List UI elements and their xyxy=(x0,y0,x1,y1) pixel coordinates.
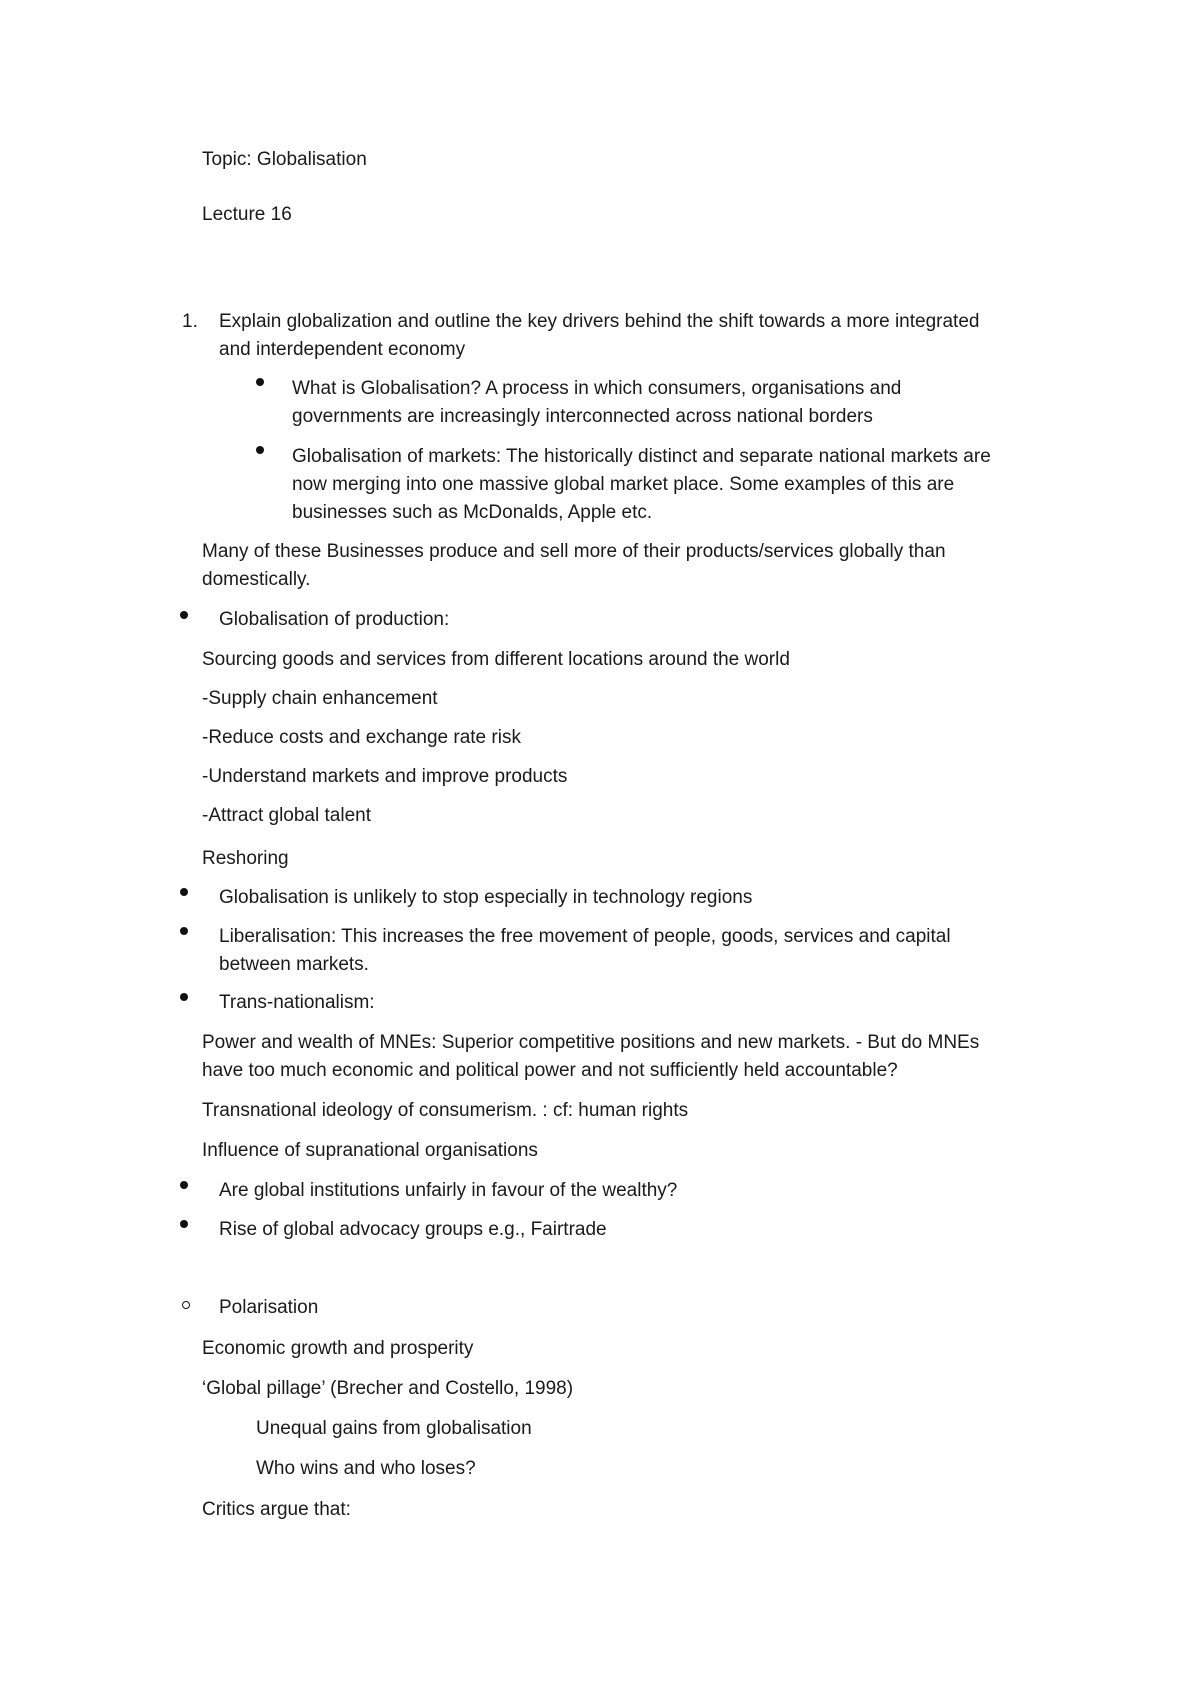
list-item-text: Globalisation is unlikely to stop especially in technology regions xyxy=(219,887,753,908)
paragraph-line: Sourcing goods and services from different locations around the world xyxy=(202,649,790,670)
question-text-line: Explain globalization and outline the key drivers behind the shift towards a more integrated xyxy=(219,311,980,332)
list-item-text: between markets. xyxy=(219,954,369,975)
list-item-text: Rise of global advocacy groups e.g., Fairtrade xyxy=(219,1219,607,1240)
list-item-text: Trans-nationalism: xyxy=(219,992,375,1013)
bullet-icon xyxy=(256,446,264,454)
lecture-label: Lecture 16 xyxy=(202,204,292,225)
paragraph-line: Transnational ideology of consumerism. : cf: human rights xyxy=(202,1100,689,1121)
bullet-icon xyxy=(180,927,188,935)
hollow-bullet-icon xyxy=(182,1301,190,1309)
bullet-icon xyxy=(180,1181,188,1189)
list-item-text: Liberalisation: This increases the free movement of people, goods, services and capital xyxy=(219,926,951,947)
bullet-icon xyxy=(180,1220,188,1228)
paragraph-line: Reshoring xyxy=(202,848,289,869)
paragraph-line: -Understand markets and improve products xyxy=(202,766,568,787)
list-item-text: businesses such as McDonalds, Apple etc. xyxy=(292,502,653,523)
paragraph-line: Influence of supranational organisations xyxy=(202,1140,538,1161)
paragraph-line: Many of these Businesses produce and sell more of their products/services globally than xyxy=(202,541,946,562)
paragraph-line: -Reduce costs and exchange rate risk xyxy=(202,727,521,748)
paragraph-line: -Supply chain enhancement xyxy=(202,688,438,709)
list-item-text: Are global institutions unfairly in favour of the wealthy? xyxy=(219,1180,678,1201)
paragraph-line: Who wins and who loses? xyxy=(256,1458,476,1479)
list-item-text: Globalisation of production: xyxy=(219,609,450,630)
paragraph-line: domestically. xyxy=(202,569,311,590)
paragraph-line: -Attract global talent xyxy=(202,805,371,826)
list-item-text: Polarisation xyxy=(219,1297,319,1318)
question-number: 1. xyxy=(182,311,198,332)
list-item-text: Globalisation of markets: The historically distinct and separate national markets are xyxy=(292,446,991,467)
bullet-icon xyxy=(180,611,188,619)
paragraph-line: ‘Global pillage’ (Brecher and Costello, 1998) xyxy=(202,1378,574,1399)
paragraph-line: Unequal gains from globalisation xyxy=(256,1418,532,1439)
bullet-icon xyxy=(256,378,264,386)
paragraph-line: Power and wealth of MNEs: Superior competitive positions and new markets. - But do MNEs xyxy=(202,1032,980,1053)
bullet-icon xyxy=(180,993,188,1001)
list-item-text: What is Globalisation? A process in which consumers, organisations and xyxy=(292,378,902,399)
paragraph-line: have too much economic and political power and not sufficiently held accountable? xyxy=(202,1060,898,1081)
list-item-text: now merging into one massive global market place. Some examples of this are xyxy=(292,474,955,495)
topic-heading: Topic: Globalisation xyxy=(202,149,367,170)
list-item-text: governments are increasingly interconnected across national borders xyxy=(292,406,873,427)
paragraph-line: Economic growth and prosperity xyxy=(202,1338,474,1359)
bullet-icon xyxy=(180,888,188,896)
question-text-line: and interdependent economy xyxy=(219,339,466,360)
paragraph-line: Critics argue that: xyxy=(202,1499,351,1520)
